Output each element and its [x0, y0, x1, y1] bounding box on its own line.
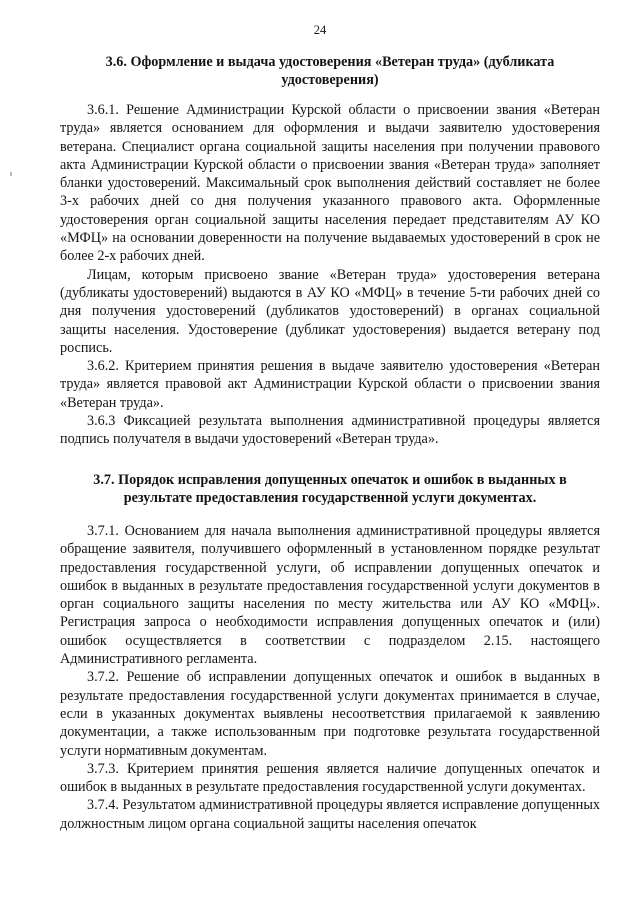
margin-scan-mark — [10, 172, 12, 176]
paragraph-3-6-3: 3.6.3 Фиксацией результата выполнения административной процедуры является подпись получателя в выдачи удостоверений «Ветеран труда». — [60, 413, 600, 448]
paragraph-3-6-1-continued: Лицам, которым присвоено звание «Ветеран труда» удостоверения ветерана (дубликаты удостоверений) выдаются в АУ КО «МФЦ» в течение 5-ти рабочих дней со дня получения удостоверений (дубликатов удостоверений) в органах социальной защиты населения. Удостоверение (дубликат удостоверения) выдается ветерану под роспись. — [60, 266, 600, 356]
paragraph-3-7-4: 3.7.4. Результатом административной процедуры является исправление допущенных должностным лицом органа социальной защиты населения опечаток — [60, 797, 600, 832]
paragraph-3-6-1: 3.6.1. Решение Администрации Курской области о присвоении звания «Ветеран труда» является основанием для оформления и выдачи заявителю удостоверения ветерана. Специалист органа социальной защиты населения при получении правового акта Администрации Курской области о присвоении звания «Ветеран труда» заполняет бланки удостоверений. Максимальный срок выполнения действий составляет не более 3-х рабочих дней со дня получения указанного правового акта. Оформленные удостоверения орган социальной защиты населения передает представителям АУ КО «МФЦ» на основании доверенности на получение выдаваемых удостоверений в срок не более 2-х рабочих дней. — [60, 102, 600, 265]
section-3-6-body — [60, 101, 600, 449]
paragraph-3-7-3: 3.7.3. Критерием принятия решения является наличие допущенных опечаток и ошибок в выданных в результате предоставления государственной услуги документах. — [60, 760, 600, 796]
section-3-7-heading: 3.7. Порядок исправления допущенных опечаток и ошибок в выданных в результате предоставления государственной услуги документах. — [93, 472, 567, 506]
section-3-7-body — [60, 522, 600, 833]
paragraph-3-7-2: 3.7.2. Решение об исправлении допущенных опечаток и ошибок в выданных в результате предоставления государственной услуги документах принимается в случае, если в указанных документах выявлены несоответствия прилагаемой к заявлению документации, а также использованным при подготовке результата государственной услуги нормативным документам. — [60, 669, 600, 759]
page-number: 24 — [313, 23, 327, 37]
section-3-6-heading: 3.6. Оформление и выдача удостоверения «Ветеран труда» (дубликата удостоверения) — [105, 54, 555, 88]
paragraph-3-7-1: 3.7.1. Основанием для начала выполнения административной процедуры является обращение заявителя, получившего оформленный в установленном порядке результат предоставления государственной услуги, об исправлении допущенных опечаток и ошибок в выданных в результате предоставления государственной услуги документов в орган социального защиты населения по месту жительства или АУ КО «МФЦ». Регистрация запроса о необходимости исправления допущенных опечаток и (или) ошибок осуществляется в соответствии с подразделом 2.15. настоящего Административного регламента. — [60, 523, 600, 668]
paragraph-3-6-2: 3.6.2. Критерием принятия решения в выдаче заявителю удостоверения «Ветеран труда» является правовой акт Администрации Курской области о присвоении звания «Ветеран труда». — [60, 358, 600, 411]
